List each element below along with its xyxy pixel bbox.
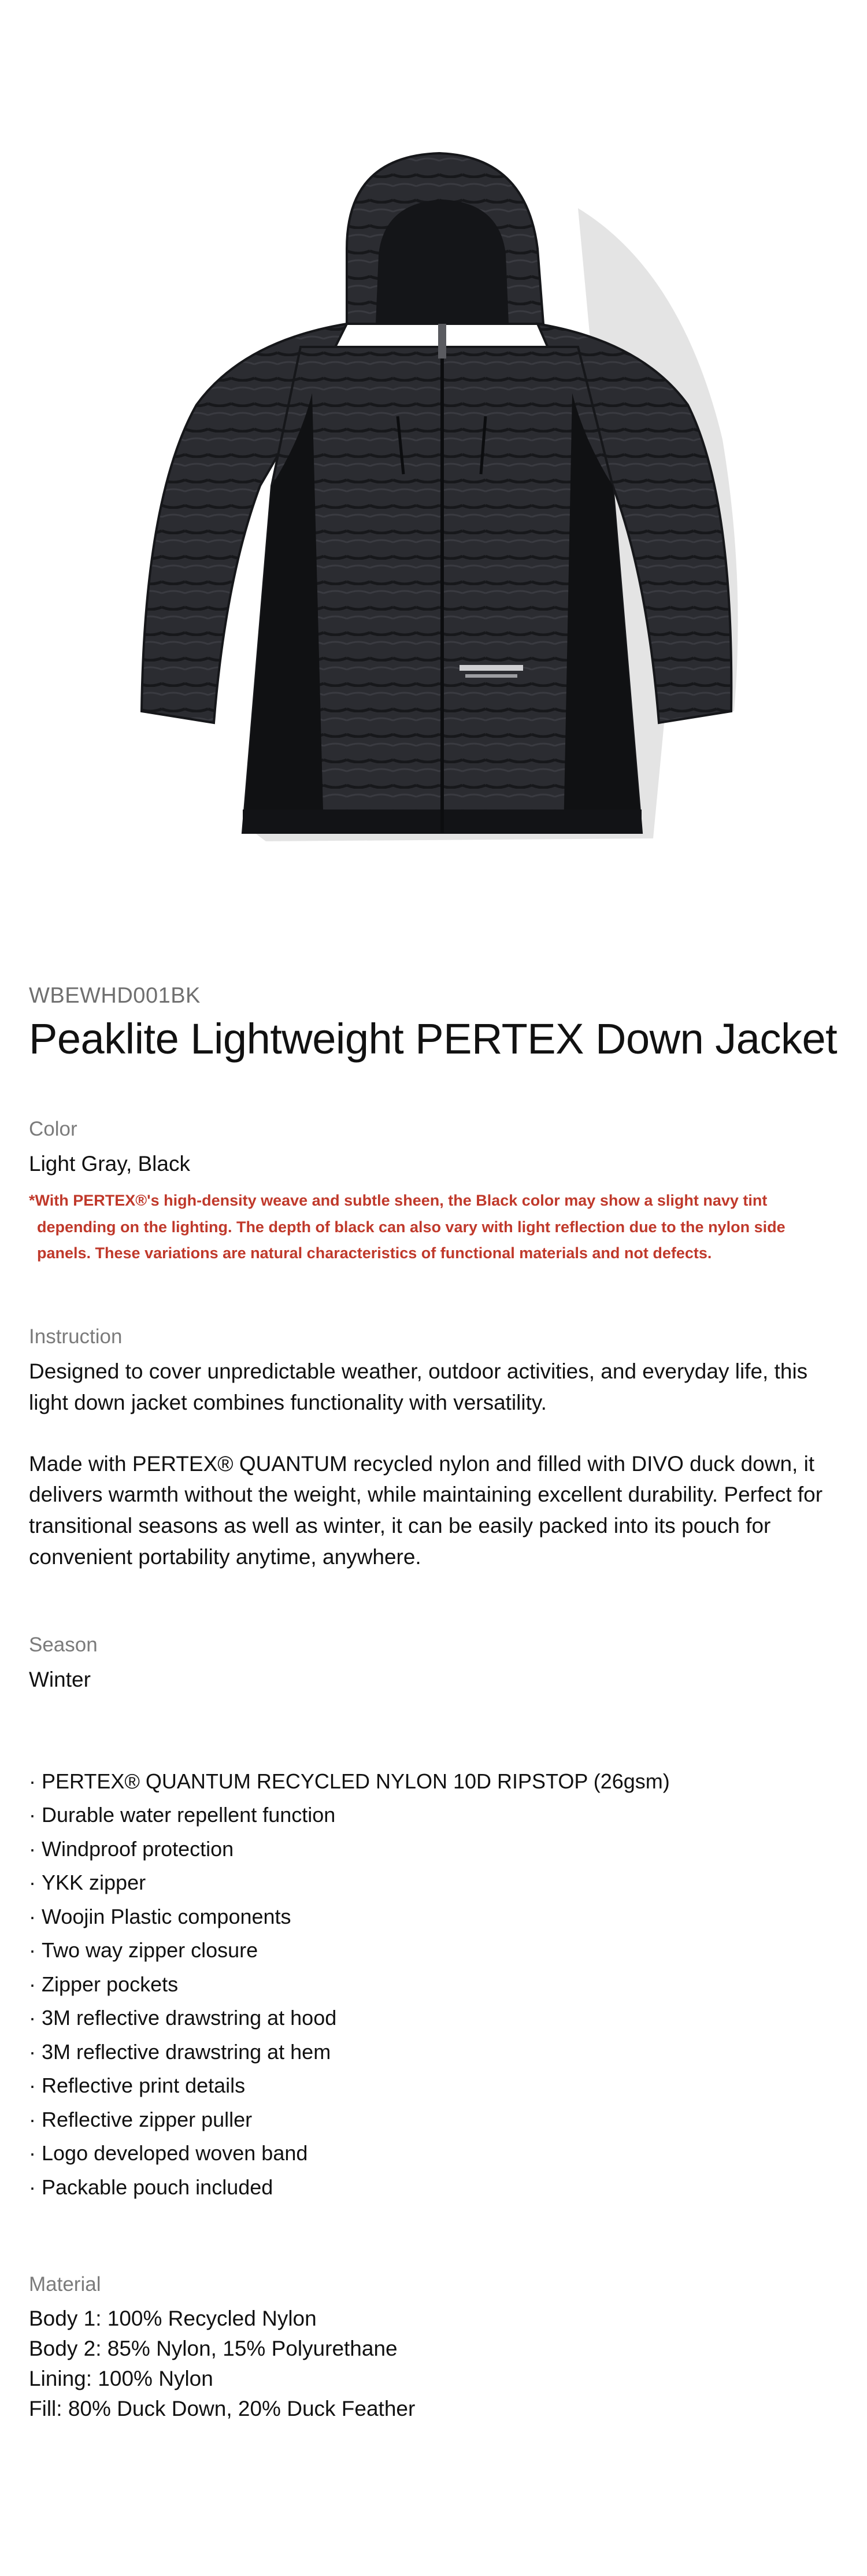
product-title: Peaklite Lightweight PERTEX Down Jacket xyxy=(29,1014,838,1063)
material-label: Material xyxy=(29,2273,101,2296)
feature-item: · Reflective print details xyxy=(29,2069,850,2103)
product-sku: WBEWHD001BK xyxy=(29,984,201,1008)
feature-list xyxy=(29,1765,850,2205)
material-line: Body 2: 85% Nylon, 15% Polyurethane xyxy=(29,2337,398,2361)
feature-item: · YKK zipper xyxy=(29,1866,850,1900)
feature-item: · 3M reflective drawstring at hood xyxy=(29,2001,850,2035)
product-details xyxy=(29,983,850,2424)
material-line: Body 1: 100% Recycled Nylon xyxy=(29,2307,317,2331)
instruction-label: Instruction xyxy=(29,1325,123,1348)
color-value: Light Gray, Black xyxy=(29,1151,190,1176)
feature-item: · Reflective zipper puller xyxy=(29,2103,850,2137)
feature-item: · Woojin Plastic components xyxy=(29,1900,850,1934)
feature-item: · PERTEX® QUANTUM RECYCLED NYLON 10D RIPSTOP (26gsm) xyxy=(29,1765,850,1799)
color-disclaimer xyxy=(29,1188,838,1267)
color-note-line: depending on the lighting. The depth of black can also vary with light reflection due to the nylon side xyxy=(37,1218,786,1236)
jacket-illustration xyxy=(0,0,867,948)
color-note-line: *With PERTEX®'s high-density weave and subtle sheen, the Black color may show a slight navy tint xyxy=(29,1191,768,1209)
instruction-paragraph: Made with PERTEX® QUANTUM recycled nylon and filled with DIVO duck down, it delivers warmth without the weight, while maintaining excellent durability. Perfect for transitional seasons as well as winter, it can be easily packed into its pouch for convenient portability anytime, anywhere. xyxy=(29,1451,823,1569)
feature-item: · Packable pouch included xyxy=(29,2171,850,2205)
color-label: Color xyxy=(29,1117,77,1140)
feature-item: · Windproof protection xyxy=(29,1832,850,1867)
feature-item: · 3M reflective drawstring at hem xyxy=(29,2035,850,2069)
feature-item: · Logo developed woven band xyxy=(29,2137,850,2171)
feature-item: · Durable water repellent function xyxy=(29,1798,850,1832)
season-label: Season xyxy=(29,1633,98,1657)
instruction-section xyxy=(29,1325,850,1572)
instruction-paragraph: Designed to cover unpredictable weather, outdoor activities, and everyday life, this light down jacket combines functionality with versatility. xyxy=(29,1359,808,1414)
season-section xyxy=(29,1633,850,1695)
color-section xyxy=(29,1117,850,1267)
season-value: Winter xyxy=(29,1668,91,1692)
feature-item: · Two way zipper closure xyxy=(29,1934,850,1968)
material-section xyxy=(29,2272,850,2424)
product-image xyxy=(0,0,867,948)
material-line: Fill: 80% Duck Down, 20% Duck Feather xyxy=(29,2397,416,2421)
material-line: Lining: 100% Nylon xyxy=(29,2367,213,2391)
feature-item: · Zipper pockets xyxy=(29,1968,850,2002)
color-note-line: panels. These variations are natural characteristics of functional materials and not defects. xyxy=(37,1244,712,1262)
